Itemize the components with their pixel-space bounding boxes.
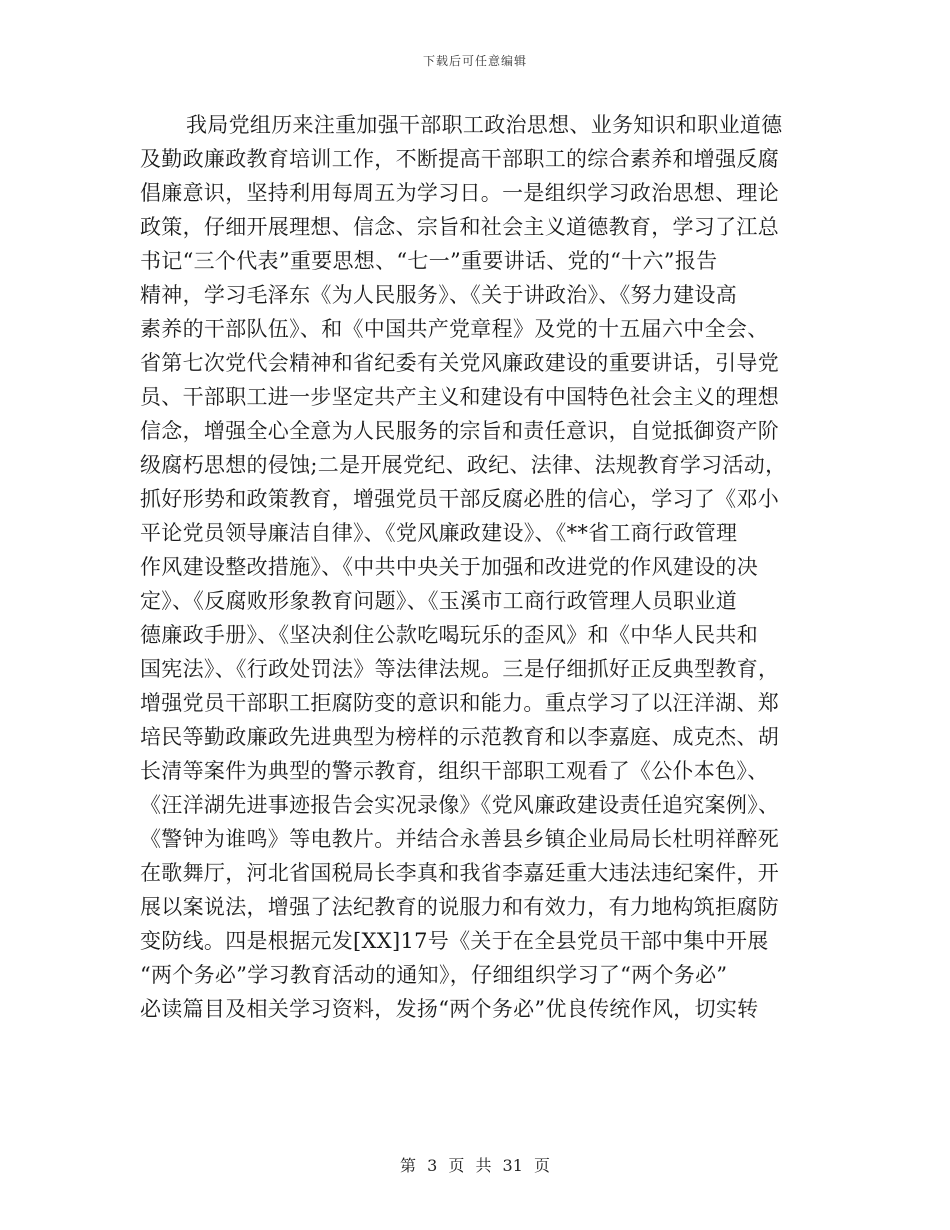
text-line: 在歌舞厅，河北省国税局长李真和我省李嘉廷重大违法违纪案件，开 — [140, 861, 779, 885]
text-line: 《警钟为谁鸣》等电教片。并结合永善县乡镇企业局局长杜明祥醉死 — [140, 827, 779, 851]
text-line: 定》、《反腐败形象教育问题》、《玉溪市工商行政管理人员职业道 — [140, 589, 737, 613]
text-line: 培民等勤政廉政先进典型为榜样的示范教育和以李嘉庭、成克杰、胡 — [140, 725, 779, 749]
text-line: 德廉政手册》、《坚决刹住公款吃喝玩乐的歪风》和《中华人民共和 — [140, 623, 758, 647]
body-paragraph — [140, 108, 808, 1026]
text-line: 级腐朽思想的侵蚀;二是开展党纪、政纪、法律、法规教育学习活动， — [140, 453, 787, 477]
text-line: 增强党员干部职工拒腐防变的意识和能力。重点学习了以汪洋湖、郑 — [140, 691, 779, 715]
text-line: 省第七次党代会精神和省纪委有关党风廉政建设的重要讲话，引导党 — [140, 351, 779, 375]
page-header: 下载后可任意编辑 — [422, 54, 527, 68]
text-line: 作风建设整改措施》、《中共中央关于加强和改进党的作风建设的决 — [140, 555, 758, 579]
text-line: 书记“三个代表”重要思想、“七一”重要讲话、党的“十六”报告 — [140, 249, 718, 273]
text-line: 员、干部职工进一步坚定共产主义和建设有中国特色社会主义的理想 — [140, 385, 779, 409]
text-line: 我局党组历来注重加强干部职工政治思想、业务知识和职业道德 — [186, 113, 783, 137]
text-line: 信念，增强全心全意为人民服务的宗旨和责任意识，自觉抵御资产阶 — [140, 419, 779, 443]
text-line: 必读篇目及相关学习资料，发扬“两个务必”优良传统作风，切实转 — [140, 997, 759, 1021]
text-line: 及勤政廉政教育培训工作，不断提高干部职工的综合素养和增强反腐 — [140, 147, 779, 171]
text-line: 长清等案件为典型的警示教育，组织干部职工观看了《公仆本色》、 — [140, 759, 769, 783]
text-line: 素养的干部队伍》、和《中国共产党章程》及党的十五届六中全会、 — [140, 317, 769, 341]
text-line: 平论党员领导廉洁自律》、《党风廉政建设》、《**省工商行政管理 — [140, 521, 738, 545]
text-line: 政策，仔细开展理想、信念、宗旨和社会主义道德教育，学习了江总 — [140, 215, 779, 239]
text-line: “两个务必”学习教育活动的通知》，仔细组织学习了“两个务必” — [140, 963, 728, 987]
text-line: 抓好形势和政策教育，增强党员干部反腐必胜的信心，学习了《邓小 — [140, 487, 779, 511]
text-line: 展以案说法，增强了法纪教育的说服力和有效力，有力地构筑拒腐防 — [140, 895, 779, 919]
text-line: 《汪洋湖先进事迹报告会实况录像》《党风廉政建设责任追究案例》、 — [140, 793, 780, 817]
page-number-footer: 第 3 页 共 31 页 — [400, 1156, 550, 1175]
text-line: 变防线。四是根据元发[XX]17号《关于在全县党员干部中集中开展 — [140, 929, 769, 953]
text-line: 精神，学习毛泽东《为人民服务》、《关于讲政治》、《努力建设高 — [140, 283, 737, 307]
text-line: 倡廉意识，坚持利用每周五为学习日。一是组织学习政治思想、理论 — [140, 181, 779, 205]
text-line: 国宪法》、《行政处罚法》等法律法规。三是仔细抓好正反典型教育， — [140, 657, 780, 681]
